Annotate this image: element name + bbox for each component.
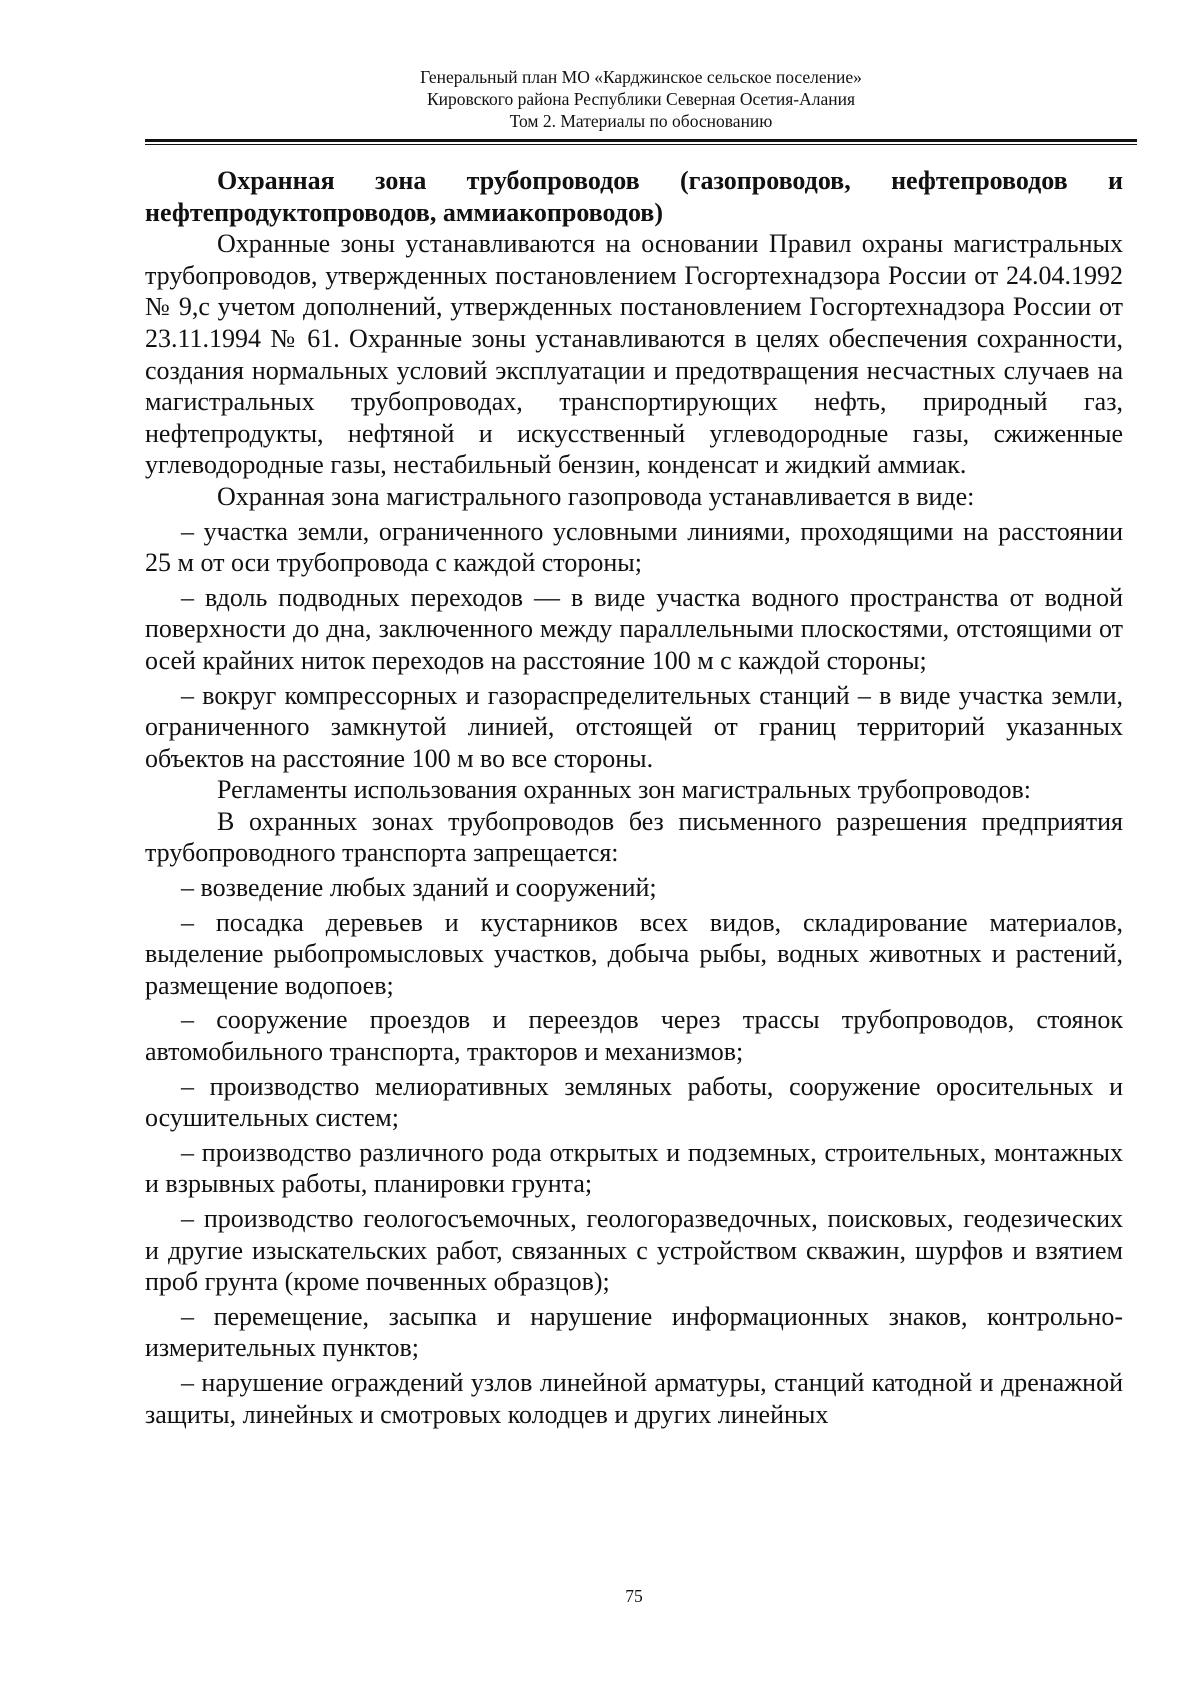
header-rule-thick [145,139,1137,142]
header-line-3: Том 2. Материалы по обоснованию [509,111,773,131]
list-item: – возведение любых зданий и сооружений; [181,873,657,903]
list-item: – вокруг компрессорных и газораспределительных станций – в виде участка земли, ограниченного замкнутой линией, отстоящей от границ территорий указанных объектов на расстояние 100 м во все стороны. [145,680,1123,773]
paragraph-gas-pipeline-zone: Охранная зона магистрального газопровода устанавливается в виде: [217,481,975,511]
list-item: – участка земли, ограниченного условными линиями, проходящими на расстоянии 25 м от оси трубопровода с каждой стороны; [145,516,1123,578]
paragraph-regulations: Регламенты использования охранных зон магистральных трубопроводов: [217,775,1032,805]
list-item: – производство мелиоративных земляных работы, сооружение оросительных и осушительных систем; [145,1071,1123,1133]
header-line-2: Кировского района Республики Северная Осетия-Алания [426,89,856,109]
list-item: – перемещение, засыпка и нарушение информационных знаков, контрольно-измерительных пунктов; [145,1301,1123,1363]
page-number: 75 [625,1586,643,1606]
page-body [145,165,1123,1430]
paragraph-protection-zones: Охранные зоны устанавливаются на основании Правил охраны магистральных трубопроводов, утвержденных постановлением Госгортехнадзора России от 24.04.1992 № 9,с учетом дополнений, утвержденных постановлением Госгортехнадзора России от 23.11.1994 № 61. Охранные зоны устанавливаются в целях обеспечения сохранности, создания нормальных условий эксплуатации и предотвращения несчастных случаев на магистральных трубопроводах, транспортирующих нефть, природный газ, нефтепродукты, нефтяной и искусственный углеводородные газы, сжиженные углеводородные газы, нестабильный бензин, конденсат и жидкий аммиак. [145,229,1123,480]
list-item: – производство геологосъемочных, геологоразведочных, поисковых, геодезических и другие изыскательских работ, связанных с устройством скважин, шурфов и взятием проб грунта (кроме почвенных образцов); [145,1204,1123,1297]
list-item: – вдоль подводных переходов — в виде участка водного пространства от водной поверхности до дна, заключенного между параллельными плоскостями, отстоящими от осей крайних ниток переходов на расстояние 100 м с каждой стороны; [145,582,1123,675]
running-header [145,66,1137,132]
list-item: – сооружение проездов и переездов через трассы трубопроводов, стоянок автомобильного транспорта, тракторов и механизмов; [145,1005,1123,1067]
list-item: – посадка деревьев и кустарников всех видов, складирование материалов, выделение рыбопромысловых участков, добыча рыбы, водных животных и растений, размещение водопоев; [145,907,1123,1000]
section-heading: Охранная зона трубопроводов (газопроводов, нефтепроводов и нефтепродуктопроводов, аммиакопроводов) [145,166,1123,227]
header-rule-thin [145,144,1137,145]
header-line-1: Генеральный план МО «Карджинское сельское поселение» [420,67,862,87]
list-item: – производство различного рода открытых и подземных, строительных, монтажных и взрывных работы, планировки грунта; [145,1137,1123,1199]
list-item: – нарушение ограждений узлов линейной арматуры, станций катодной и дренажной защиты, линейных и смотровых колодцев и других линейных [145,1367,1123,1429]
paragraph-prohibitions: В охранных зонах трубопроводов без письменного разрешения предприятия трубопроводного транспорта запрещается: [145,806,1123,868]
